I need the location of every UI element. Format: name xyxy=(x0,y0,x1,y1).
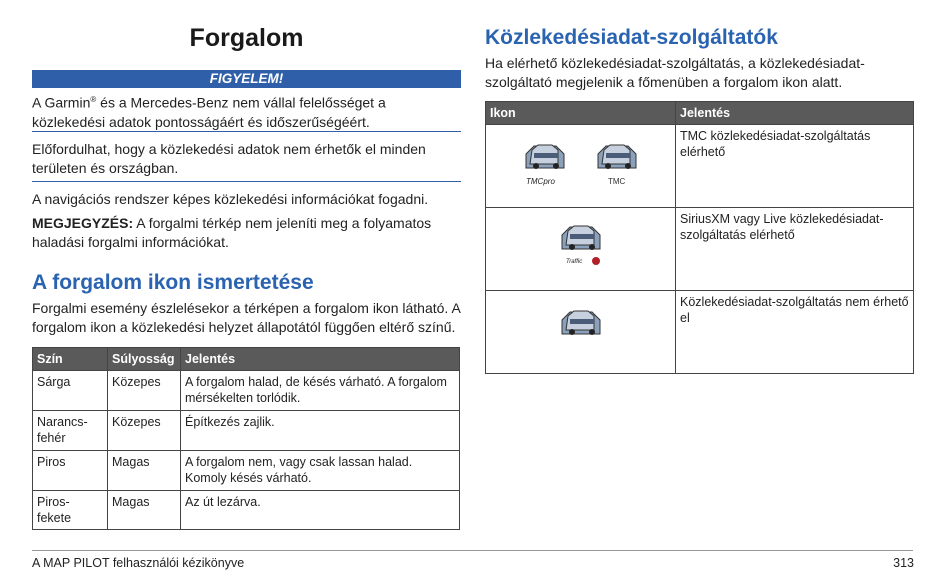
providers-intro: Ha elérhető közlekedésiadat-szolgáltatás, a közlekedésiadat-szolgáltató megjelenik a főmenüben a forgalom ikon alatt. xyxy=(485,55,865,90)
svg-text:TMC: TMC xyxy=(608,177,626,186)
providers-title: Közlekedésiadat-szolgáltatók xyxy=(485,26,778,49)
table-row: Közlekedésiadat-szolgáltatás nem érhető el xyxy=(486,291,914,374)
table-row: Piros-fekete Magas Az út lezárva. xyxy=(33,491,460,530)
divider xyxy=(32,181,461,182)
icon-cell xyxy=(486,125,676,208)
tmc-pro-traffic-icon xyxy=(526,145,564,186)
icon-cell xyxy=(486,291,676,374)
note-label: MEGJEGYZÉS: xyxy=(32,215,134,231)
table-row: Sárga Közepes A forgalom halad, de késés várható. A forgalom mérsékelten torlódik. xyxy=(33,371,460,411)
no-traffic-icon xyxy=(490,294,670,366)
capability-paragraph: A navigációs rendszer képes közlekedési információkat fogadni. xyxy=(32,191,429,207)
divider xyxy=(32,131,461,132)
column-header: Ikon xyxy=(486,102,676,125)
icon-cell xyxy=(486,208,676,291)
providers-table xyxy=(485,101,914,374)
table-row: Piros Magas A forgalom nem, vagy csak lassan halad. Komoly késés várható. xyxy=(33,451,460,491)
table-row: TMCpro TMC TMC közlekedésiadat-szolgáltatás elérhető xyxy=(486,125,914,208)
column-header: Szín xyxy=(33,348,108,371)
manual-title: A MAP PILOT felhasználói kézikönyve xyxy=(32,556,245,570)
tmc-traffic-icon xyxy=(598,145,636,186)
section-text: Forgalmi esemény észlelésekor a térképen a forgalom ikon látható. A forgalom ikon a közlekedési helyzet állapotától függően eltérő színű. xyxy=(32,300,461,335)
live-traffic-icon xyxy=(490,211,670,283)
page-number: 313 xyxy=(893,556,914,570)
table-row: Traffic SiriusXM vagy Live közlekedésiadat-szolgáltatás elérhető xyxy=(486,208,914,291)
availability-paragraph: Előfordulhat, hogy a közlekedési adatok nem érhetők el minden területen és országban. xyxy=(32,141,426,176)
footer-divider xyxy=(32,550,913,551)
traffic-color-table xyxy=(32,347,460,530)
svg-text:TMCpro: TMCpro xyxy=(526,177,555,186)
note-paragraph: MEGJEGYZÉS: A forgalmi térkép nem jeleníti meg a folyamatos haladási forgalmi információkat. xyxy=(32,215,432,250)
warning-text: A Garmin® és a Mercedes-Benz nem vállal felelősséget a közlekedési adatok pontosságáért és időszerűségéért. xyxy=(32,94,386,130)
svg-text:Traffic: Traffic xyxy=(566,259,583,265)
tmc-traffic-icons xyxy=(490,128,670,200)
column-header: Jelentés xyxy=(676,102,914,125)
warning-banner: FIGYELEM! xyxy=(32,70,461,88)
column-header: Jelentés xyxy=(181,348,460,371)
table-row: Narancs-fehér Közepes Építkezés zajlik. xyxy=(33,411,460,451)
page-title: Forgalom xyxy=(189,24,304,52)
section-title: A forgalom ikon ismertetése xyxy=(32,271,314,294)
column-header: Súlyosság xyxy=(108,348,181,371)
